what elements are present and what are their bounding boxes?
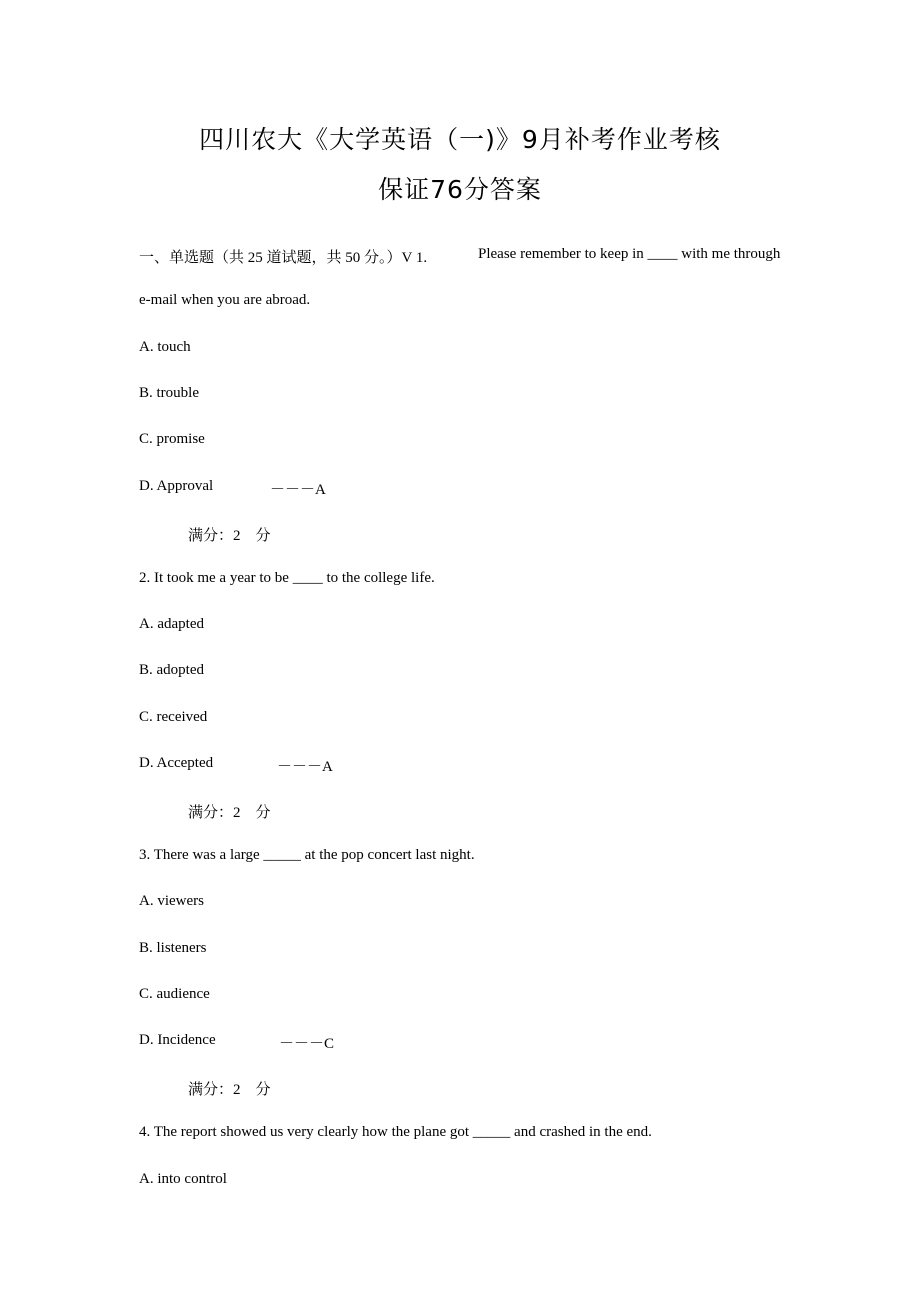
question-3-option-c: C. audience [139,986,210,1002]
question-2-score: 满分：2 分 [188,805,271,821]
question-2-option-b: B. adopted [139,662,204,678]
question-2-option-a: A. adapted [139,616,204,632]
document-title-line-2: 保证76分答案 [378,175,542,204]
question-1-score: 满分：2 分 [188,528,271,544]
question-3-score: 满分：2 分 [188,1082,271,1098]
question-3-option-a: A. viewers [139,893,204,909]
question-4-option-a: A. into control [139,1171,227,1187]
section-intro: 一、单选题（共 25 道试题，共 50 分。）V 1. [139,250,428,266]
question-2-stem: 2. It took me a year to be ____ to the college life. [139,570,435,586]
question-1-answer: －－－A [270,482,326,498]
question-2-option-d: D. Accepted [139,755,214,771]
question-3-answer: －－－C [279,1036,335,1052]
question-1-stem-continued: e-mail when you are abroad. [139,292,311,308]
document-title-line-1: 四川农大《大学英语（一)》9月补考作业考核 [199,125,721,154]
question-1-option-c: C. promise [139,431,205,447]
question-1-stem: Please remember to keep in ____ with me through [478,246,781,262]
question-1-option-d: D. Approval [139,478,214,494]
question-3-option-d: D. Incidence [139,1032,216,1048]
question-3-option-b: B. listeners [139,940,207,956]
question-1-option-a: A. touch [139,339,191,355]
question-4-stem: 4. The report showed us very clearly how the plane got _____ and crashed in the end. [139,1124,652,1140]
question-3-stem: 3. There was a large _____ at the pop concert last night. [139,847,475,863]
question-2-option-c: C. received [139,709,208,725]
question-2-answer: －－－A [277,759,333,775]
question-1-option-b: B. trouble [139,385,199,401]
